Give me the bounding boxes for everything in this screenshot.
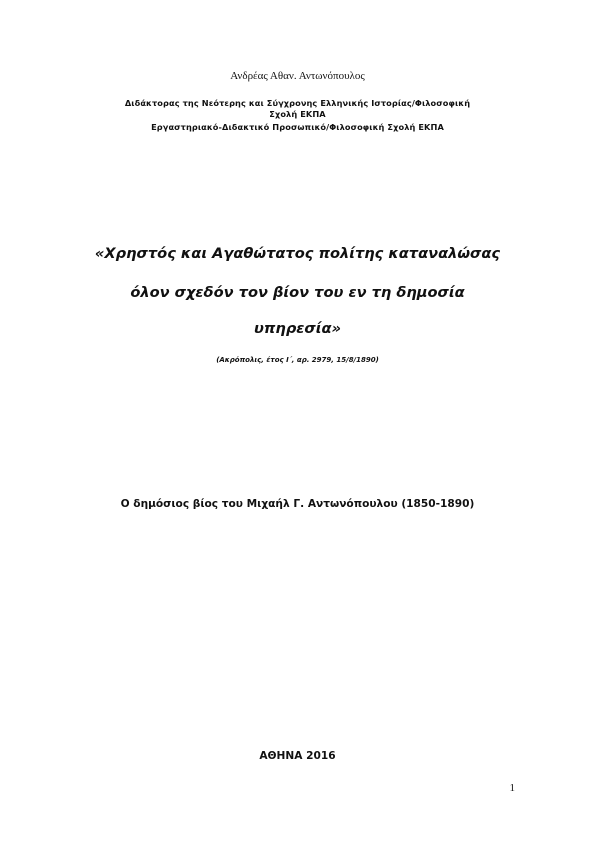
author-affiliation-line-3: Εργαστηριακό-Διδακτικό Προσωπικό/Φιλοσοφική Σχολή ΕΚΠΑ: [151, 122, 444, 132]
document-subtitle: Ο δημόσιος βίος του Μιχαήλ Γ. Αντωνόπουλου (1850-1890): [120, 498, 475, 510]
place-and-year: ΑΘΗΝΑ 2016: [259, 750, 336, 762]
author-name: Ανδρέας Αθαν. Αντωνόπουλος: [230, 70, 365, 82]
document-title-line-1: «Χρηστός και Αγαθώτατος πολίτης καταναλώσας: [94, 245, 501, 262]
author-affiliation-line-2: Σχολή ΕΚΠΑ: [269, 109, 326, 119]
document-title-line-2: όλον σχεδόν τον βίον του εν τη δημοσία: [130, 284, 465, 301]
title-citation: (Ακρόπολις, έτος Ι΄, αρ. 2979, 15/8/1890): [216, 356, 379, 364]
author-affiliation-line-1: Διδάκτορας της Νεότερης και Σύγχρονης Ελληνικής Ιστορίας/Φιλοσοφική: [124, 98, 471, 108]
document-title-line-3: υπηρεσία»: [254, 320, 341, 337]
page-number: 1: [509, 782, 515, 794]
